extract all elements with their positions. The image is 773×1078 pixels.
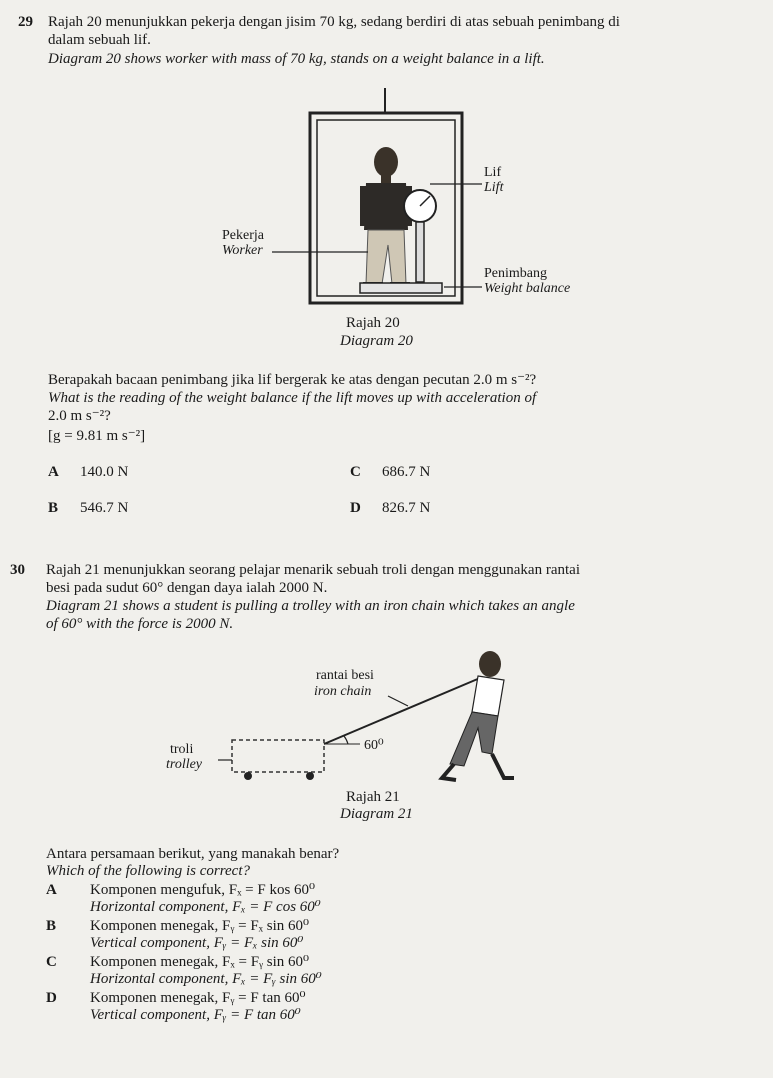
caption-diagram-21-ms: Rajah 21 <box>346 789 400 805</box>
question-29-given: [g = 9.81 m s⁻²] <box>48 428 146 444</box>
label-trolley-en: trolley <box>166 757 203 772</box>
label-chain-en: iron chain <box>314 684 372 699</box>
option-29-b-text: 546.7 N <box>80 500 129 516</box>
option-30-c-letter: C <box>46 954 57 970</box>
option-30-a-letter: A <box>46 882 57 898</box>
option-29-a-text: 140.0 N <box>80 464 129 480</box>
diagram-20-lift <box>200 80 640 320</box>
label-worker-en: Worker <box>222 243 263 258</box>
label-lift-ms: Lif <box>484 165 502 180</box>
question-30-prompt-en: Which of the following is correct? <box>46 863 251 879</box>
label-trolley-ms: troli <box>170 742 194 757</box>
option-30-c-en: Horizontal component, Fₓ = Fᵧ sin 60⁰ <box>90 971 322 987</box>
question-29-prompt-en-1: What is the reading of the weight balance if the lift moves up with acceleration of <box>48 390 537 406</box>
student-figure <box>442 651 514 780</box>
question-30-text-ms-1: Rajah 21 menunjukkan seorang pelajar menarik sebuah troli dengan menggunakan rantai <box>46 562 580 578</box>
question-29-prompt-en-2: 2.0 m s⁻²? <box>48 408 111 424</box>
question-30-prompt-ms: Antara persamaan berikut, yang manakah benar? <box>46 846 340 862</box>
option-29-d-text: 826.7 N <box>382 500 431 516</box>
diagram-21-trolley <box>160 640 560 790</box>
label-worker-ms: Pekerja <box>222 228 264 243</box>
caption-diagram-20-ms: Rajah 20 <box>346 315 400 331</box>
option-30-d-en: Vertical component, Fᵧ = F tan 60⁰ <box>90 1007 301 1023</box>
label-lift-en: Lift <box>484 180 504 195</box>
question-30-text-ms-2: besi pada sudut 60° dengan daya ialah 2000 N. <box>46 580 328 596</box>
option-29-c-text: 686.7 N <box>382 464 431 480</box>
option-29-d-letter: D <box>350 500 361 516</box>
option-30-c-ms: Komponen menegak, Fₓ = Fᵧ sin 60⁰ <box>90 954 310 970</box>
option-29-b-letter: B <box>48 500 59 516</box>
option-30-a-en: Horizontal component, Fₓ = F cos 60⁰ <box>90 899 321 915</box>
question-30-text-en-1: Diagram 21 shows a student is pulling a trolley with an iron chain which takes an angle <box>46 598 575 614</box>
question-29-prompt-ms: Berapakah bacaan penimbang jika lif bergerak ke atas dengan pecutan 2.0 m s⁻²? <box>48 372 537 388</box>
caption-diagram-21-en: Diagram 21 <box>340 806 413 822</box>
option-29-a-letter: A <box>48 464 59 480</box>
question-29-number: 29 <box>18 14 33 30</box>
option-30-d-letter: D <box>46 990 57 1006</box>
question-29-text-ms-1: Rajah 20 menunjukkan pekerja dengan jisim 70 kg, sedang berdiri di atas sebuah penimbang di <box>48 14 620 30</box>
question-29-text-ms-2: dalam sebuah lif. <box>48 32 151 48</box>
option-30-b-letter: B <box>46 918 57 934</box>
option-30-a-ms: Komponen mengufuk, Fₓ = F kos 60⁰ <box>90 882 316 898</box>
caption-diagram-20-en: Diagram 20 <box>340 333 413 349</box>
question-29-text-en-1: Diagram 20 shows worker with mass of 70 kg, stands on a weight balance in a lift. <box>48 51 545 67</box>
question-30-text-en-2: of 60° with the force is 2000 N. <box>46 616 234 632</box>
label-chain-ms: rantai besi <box>316 668 374 683</box>
option-29-c-letter: C <box>350 464 361 480</box>
option-30-b-ms: Komponen menegak, Fᵧ = Fₓ sin 60⁰ <box>90 918 310 934</box>
option-30-d-ms: Komponen menegak, Fᵧ = F tan 60⁰ <box>90 990 306 1006</box>
label-balance-en: Weight balance <box>484 281 571 296</box>
option-30-b-en: Vertical component, Fᵧ = Fₓ sin 60⁰ <box>90 935 304 951</box>
question-30-number: 30 <box>10 562 25 578</box>
worker-figure <box>360 147 412 288</box>
label-angle: 60⁰ <box>364 738 384 753</box>
label-balance-ms: Penimbang <box>484 266 547 281</box>
